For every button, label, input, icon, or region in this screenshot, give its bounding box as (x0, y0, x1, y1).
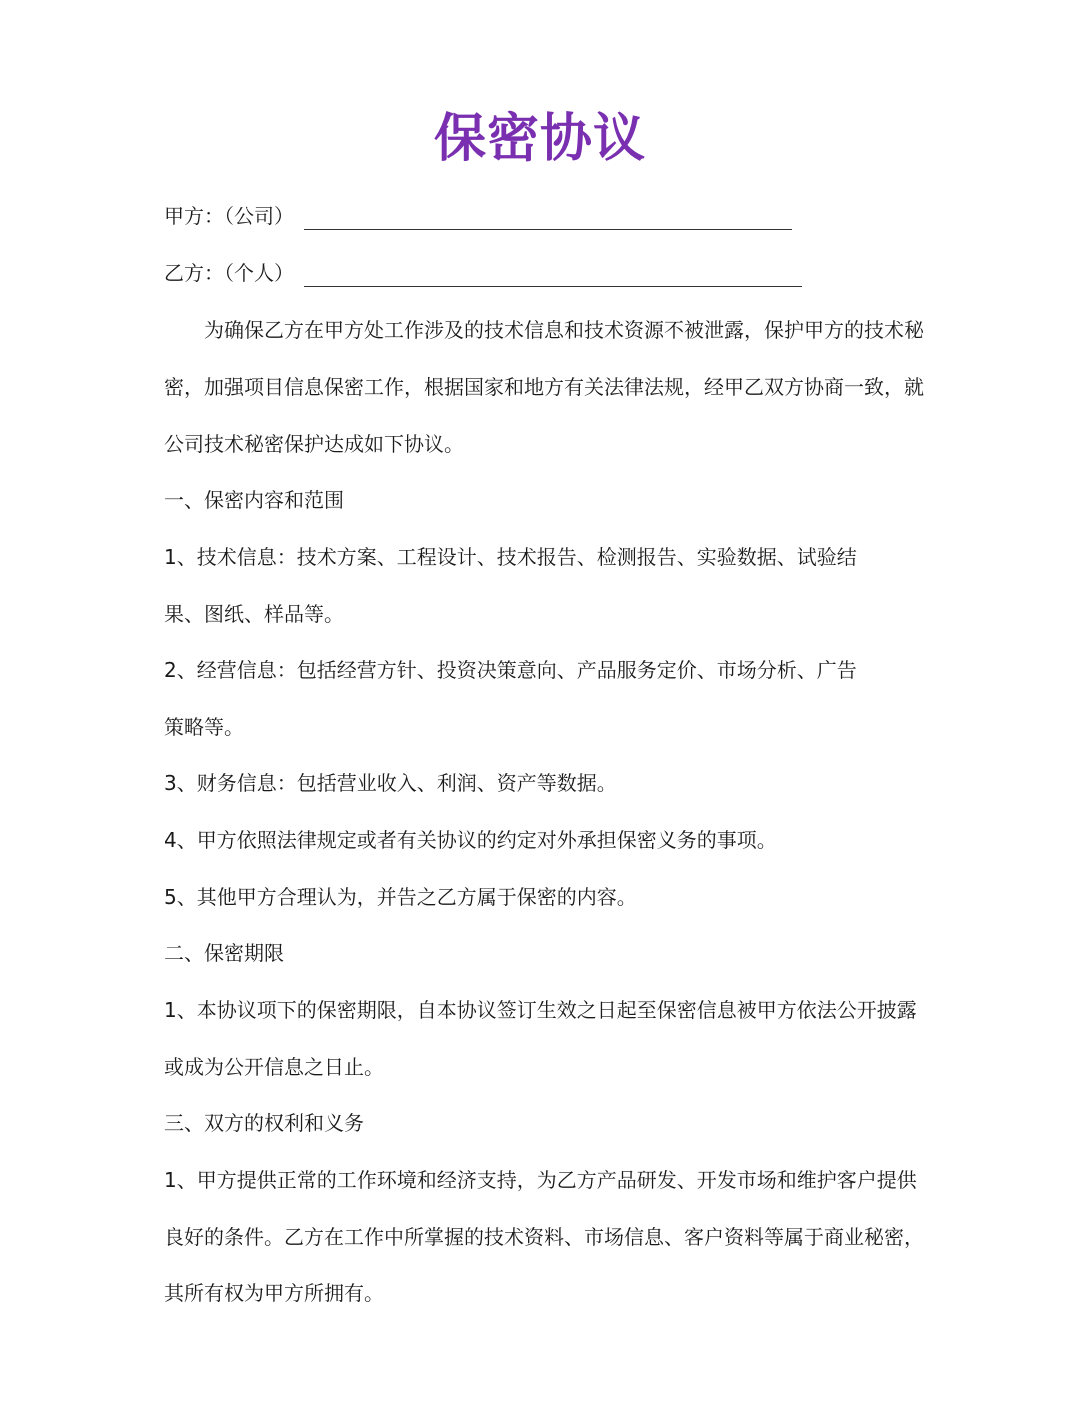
paragraph-line: 1、技术信息：技术方案、工程设计、技术报告、检测报告、实验数据、试验结 (164, 545, 857, 569)
party-a-label: 甲方：（公司） (164, 204, 294, 228)
paragraph-line: 4、甲方依照法律规定或者有关协议的约定对外承担保密义务的事项。 (164, 828, 777, 852)
party-b-line (164, 259, 924, 287)
party-b-label: 乙方：（个人） (164, 261, 294, 285)
section-heading: 二、保密期限 (164, 941, 284, 965)
paragraph-line: 其所有权为甲方所拥有。 (164, 1281, 384, 1305)
paragraph-line: 密，加强项目信息保密工作，根据国家和地方有关法律法规，经甲乙双方协商一致，就 (164, 375, 924, 399)
paragraph-line: 策略等。 (164, 715, 244, 739)
paragraph-line: 或成为公开信息之日止。 (164, 1055, 384, 1079)
paragraph-line: 2、经营信息：包括经营方针、投资决策意向、产品服务定价、市场分析、广告 (164, 658, 857, 682)
paragraph-line: 1、本协议项下的保密期限，自本协议签订生效之日起至保密信息被甲方依法公开披露 (164, 998, 917, 1022)
paragraph-line: 3、财务信息：包括营业收入、利润、资产等数据。 (164, 771, 617, 795)
party-a-blank[interactable] (304, 207, 792, 230)
paragraph-line: 果、图纸、样品等。 (164, 602, 344, 626)
paragraph-line: 公司技术秘密保护达成如下协议。 (164, 432, 464, 456)
paragraph-line: 5、其他甲方合理认为，并告之乙方属于保密的内容。 (164, 885, 637, 909)
paragraph-line: 为确保乙方在甲方处工作涉及的技术信息和技术资源不被泄露，保护甲方的技术秘 (204, 318, 924, 342)
section-heading: 三、双方的权利和义务 (164, 1111, 364, 1135)
party-a-line (164, 202, 924, 230)
section-heading: 一、保密内容和范围 (164, 488, 344, 512)
party-b-blank[interactable] (304, 264, 802, 287)
paragraph-line: 良好的条件。乙方在工作中所掌握的技术资料、市场信息、客户资料等属于商业秘密， (164, 1225, 924, 1249)
document-title: 保密协议 (433, 109, 646, 169)
paragraph-line: 1、甲方提供正常的工作环境和经济支持，为乙方产品研发、开发市场和维护客户提供 (164, 1168, 917, 1192)
